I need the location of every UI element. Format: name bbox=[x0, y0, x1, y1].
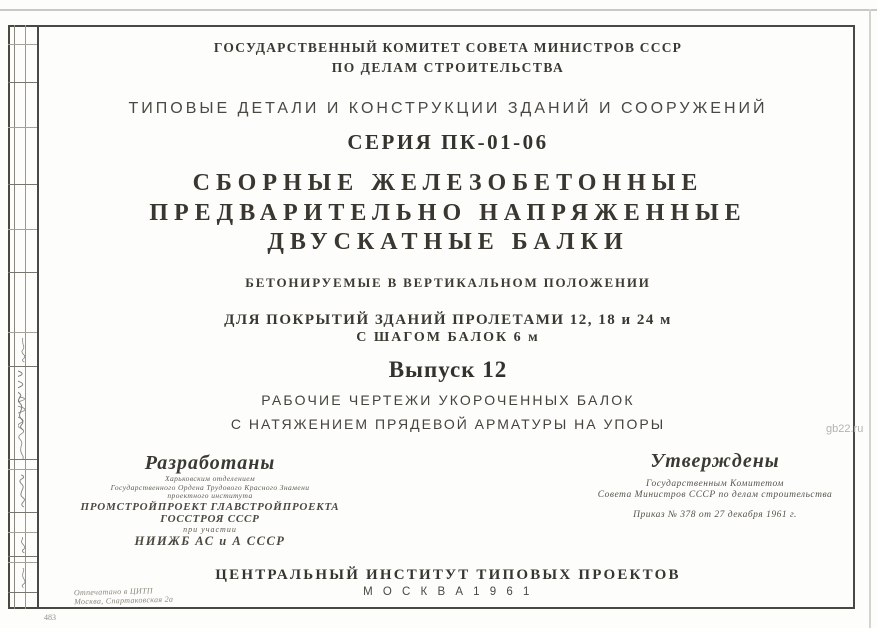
developed-with-participation-label: при участии bbox=[183, 524, 237, 534]
issue-description-line2: С НАТЯЖЕНИЕМ ПРЯДЕВОЙ АРМАТУРЫ НА УПОРЫ bbox=[230, 416, 666, 432]
organization-name-line2: ПО ДЕЛАМ СТРОИТЕЛЬСТВА bbox=[331, 60, 565, 75]
stamp-cell bbox=[8, 470, 37, 513]
issue-number: Выпуск 12 bbox=[388, 357, 508, 382]
issue-description-line1: РАБОЧИЕ ЧЕРТЕЖИ УКОРОЧЕННЫХ БАЛОК bbox=[261, 392, 635, 408]
application-line2: С ШАГОМ БАЛОК 6 м bbox=[356, 330, 540, 345]
approval-order-line: Приказ № 378 от 27 декабря 1961 г. bbox=[633, 510, 797, 520]
city-and-year: М О С К В А 1 9 6 1 bbox=[363, 586, 533, 598]
print-note-line2: Москва, Спартаковская 2а bbox=[74, 594, 174, 607]
approved-by-title: Утверждены bbox=[650, 450, 780, 472]
scan-edge-top-line bbox=[0, 9, 877, 11]
approved-by-org-line: Совета Министров СССР по делам строительства bbox=[597, 490, 833, 500]
stamp-cell bbox=[8, 185, 37, 230]
stamp-cell bbox=[8, 83, 37, 128]
stamp-cell bbox=[8, 367, 37, 460]
organization-name-line1: ГОСУДАРСТВЕННЫЙ КОМИТЕТ СОВЕТА МИНИСТРОВ СССР bbox=[213, 40, 683, 55]
handwriting-mark-icon bbox=[14, 391, 32, 460]
main-title-line3: ДВУСКАТНЫЕ БАЛКИ bbox=[267, 229, 629, 255]
developed-by-block bbox=[55, 452, 365, 549]
developed-by-org-small-line: проектного института bbox=[167, 491, 253, 500]
developed-participant: НИИЖБ АС и А СССР bbox=[134, 533, 286, 548]
main-title-line1: СБОРНЫЕ ЖЕЛЕЗОБЕТОННЫЕ bbox=[192, 170, 704, 196]
series-number: СЕРИЯ ПК-01-06 bbox=[347, 130, 549, 154]
stamp-cell bbox=[8, 513, 37, 533]
stamp-cell bbox=[8, 593, 37, 609]
scan-edge-right-line bbox=[869, 9, 871, 628]
main-title-line2: ПРЕДВАРИТЕЛЬНО НАПРЯЖЕННЫЕ bbox=[149, 200, 747, 226]
developed-by-org-small-line: Харьковским отделением bbox=[164, 474, 256, 483]
developed-by-org-line1: ПРОМСТРОЙПРОЕКТ ГЛАВСТРОЙПРОЕКТА bbox=[80, 500, 340, 513]
stamp-cell bbox=[8, 563, 37, 593]
stamp-cell bbox=[8, 230, 37, 273]
handwriting-mark-icon bbox=[14, 474, 32, 508]
handwriting-mark-icon bbox=[14, 567, 32, 589]
developed-by-org-line2: ГОССТРОЯ СССР bbox=[160, 512, 260, 525]
stamp-cell bbox=[8, 25, 37, 45]
publishing-institute: ЦЕНТРАЛЬНЫЙ ИНСТИТУТ ТИПОВЫХ ПРОЕКТОВ bbox=[215, 567, 681, 583]
handwriting-mark-icon bbox=[14, 337, 32, 363]
stamp-cell bbox=[8, 460, 37, 470]
handwriting-mark-icon bbox=[14, 536, 32, 554]
print-note-line1: Отпечатано в ЦИТП bbox=[73, 586, 154, 598]
title-subtitle: БЕТОНИРУЕМЫЕ В ВЕРТИКАЛЬНОМ ПОЛОЖЕНИИ bbox=[245, 275, 651, 290]
developed-by-org-small-line: Государственного Ордена Трудового Красного Знамени bbox=[110, 482, 310, 492]
series-caption: ТИПОВЫЕ ДЕТАЛИ И КОНСТРУКЦИИ ЗДАНИЙ И СООРУЖЕНИЙ bbox=[128, 100, 768, 117]
print-note-handwriting bbox=[74, 586, 174, 607]
developed-by-title: Разработаны bbox=[144, 452, 276, 474]
left-stamp-column bbox=[8, 25, 39, 609]
stamp-cell bbox=[8, 128, 37, 185]
site-watermark: gb22.ru bbox=[826, 423, 864, 435]
stamp-cell bbox=[8, 333, 37, 367]
stamp-cell bbox=[8, 533, 37, 557]
stamp-cell bbox=[8, 273, 37, 333]
approved-by-block bbox=[570, 450, 860, 520]
application-line1: ДЛЯ ПОКРЫТИЙ ЗДАНИЙ ПРОЛЕТАМИ 12, 18 и 24 м bbox=[224, 312, 672, 328]
approved-by-org-line: Государственным Комитетом bbox=[646, 479, 784, 489]
page-mark: 483 bbox=[44, 613, 56, 622]
stamp-cell bbox=[8, 45, 37, 83]
